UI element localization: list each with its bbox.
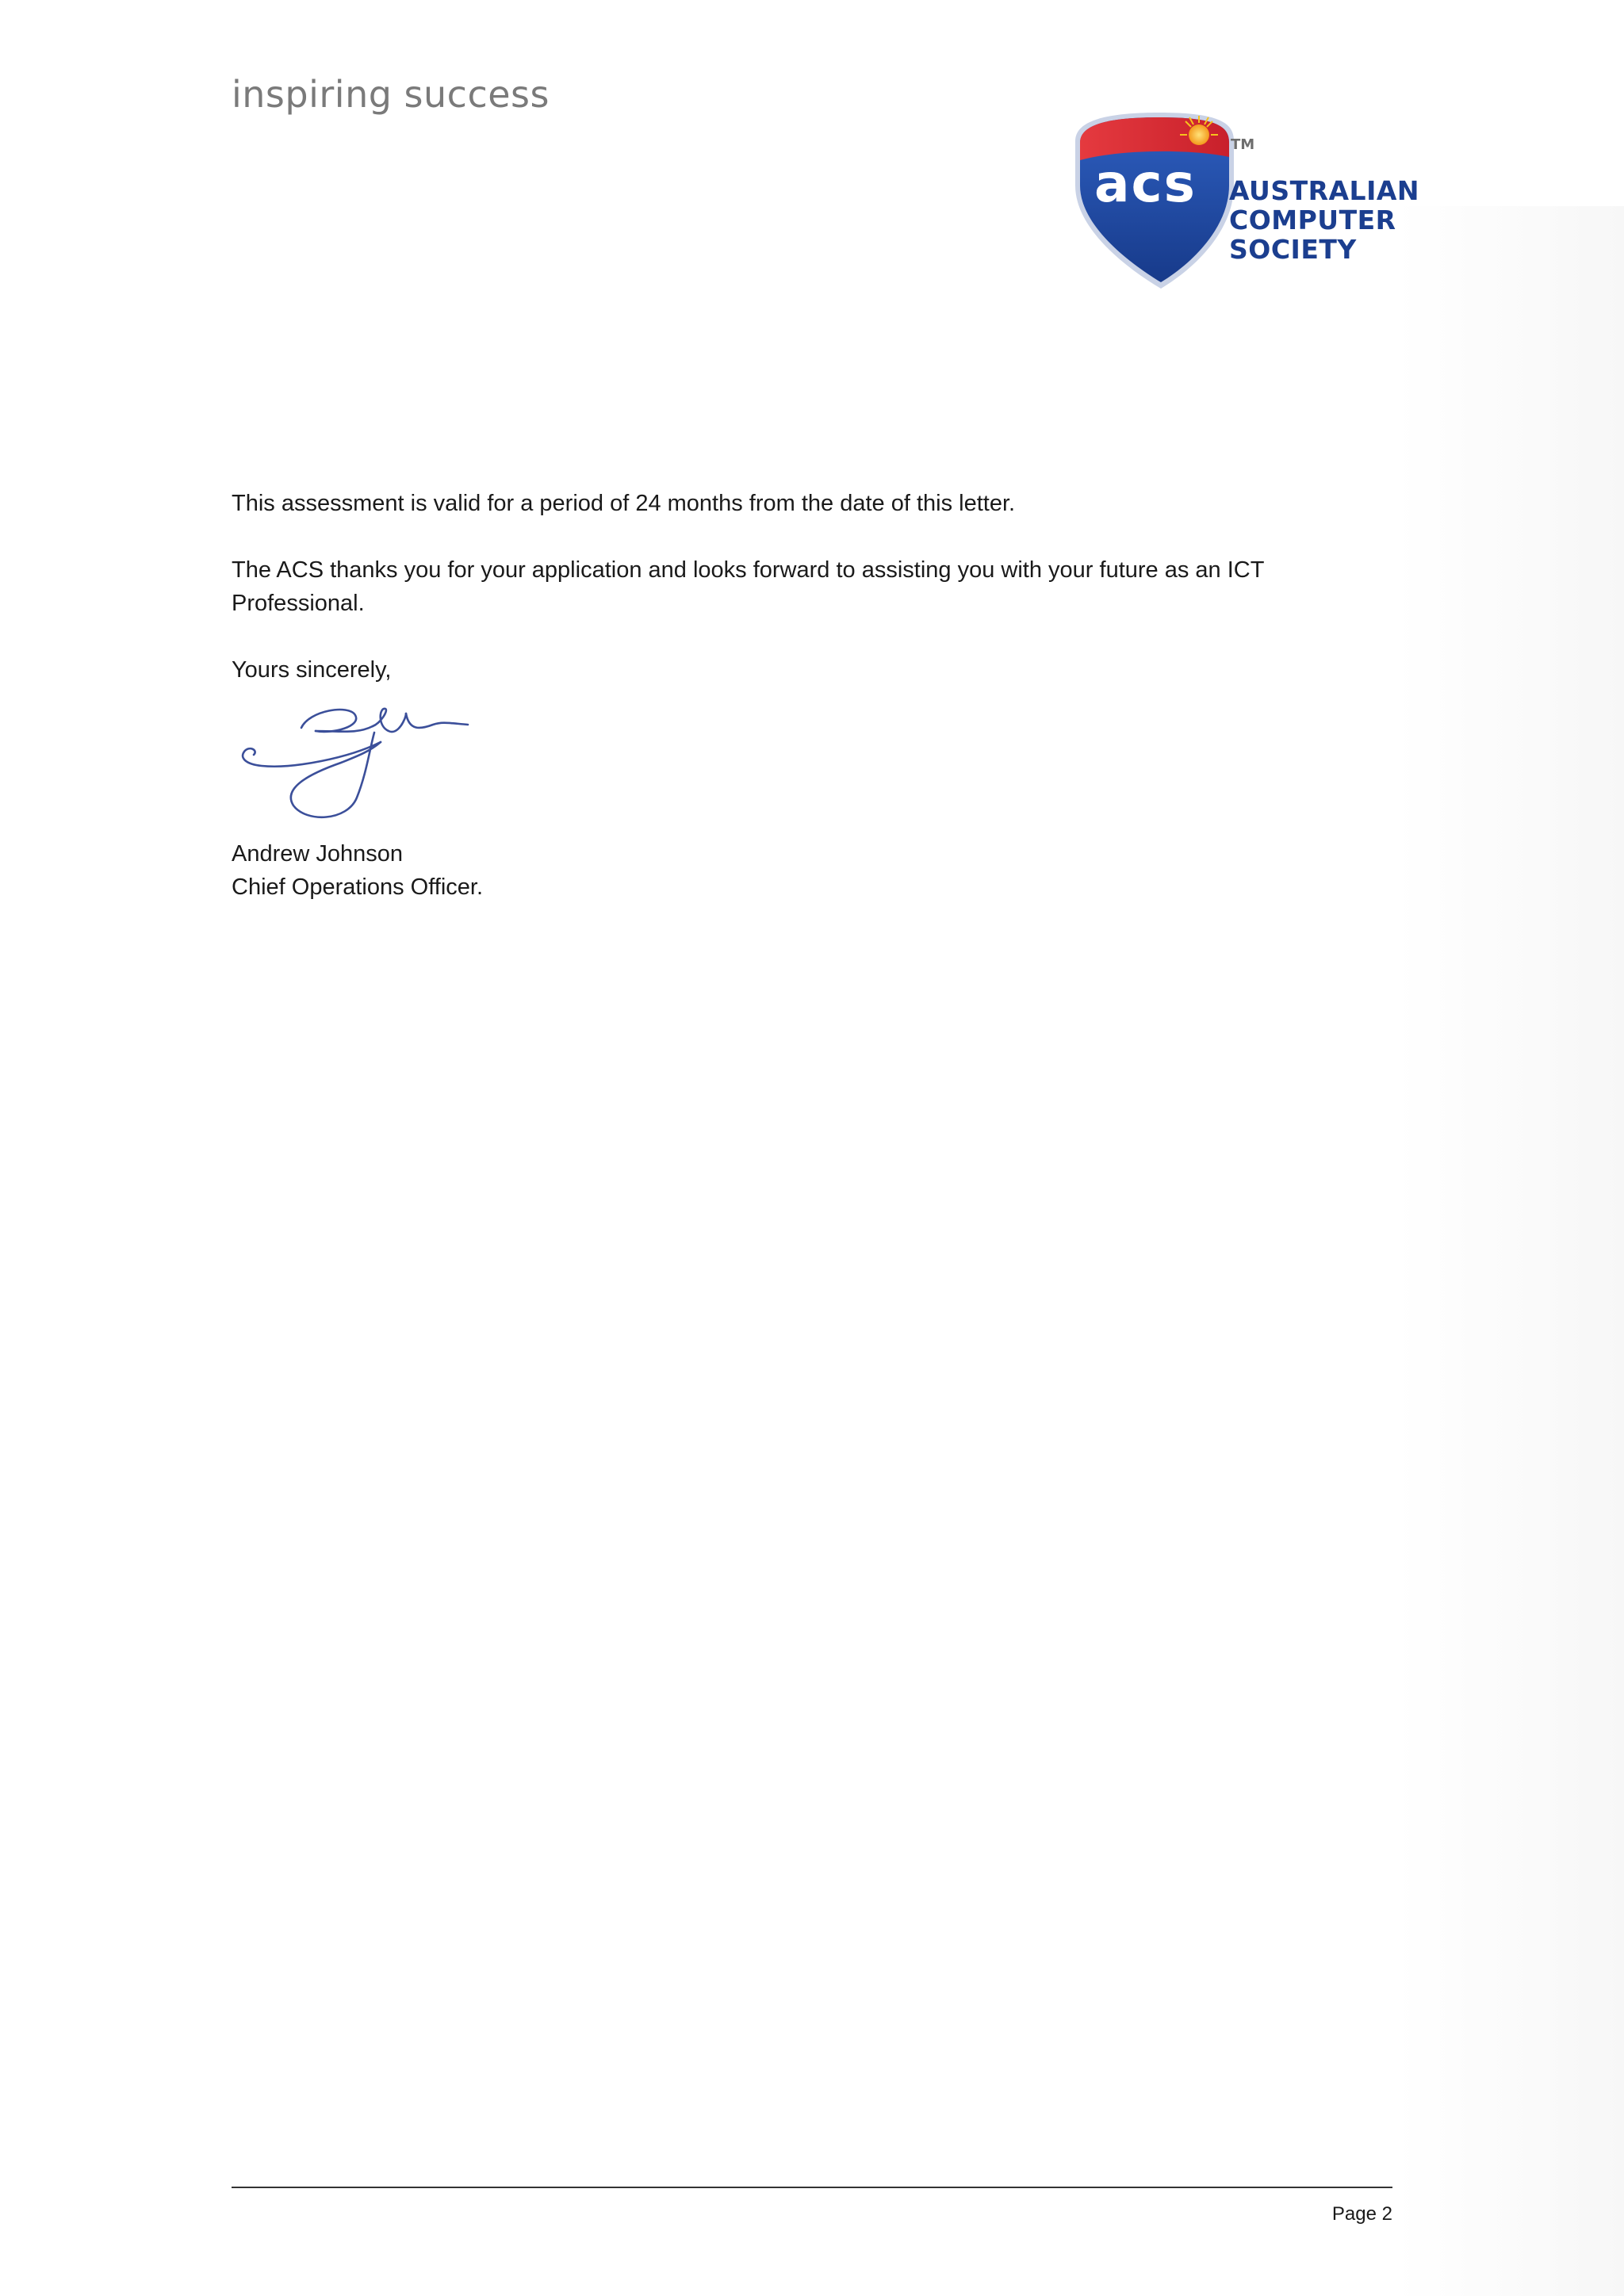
footer-divider	[232, 2187, 1392, 2188]
wordmark-line-1: AUSTRALIAN	[1229, 175, 1420, 206]
header-tagline: inspiring success	[232, 73, 550, 116]
wordmark-line-2: COMPUTER	[1229, 205, 1396, 235]
logo-wordmark	[1229, 176, 1419, 264]
signer-title: Chief Operations Officer.	[232, 874, 484, 900]
paragraph-thanks: The ACS thanks you for your application and looks forward to assisting you with your future as an ICT Professional.	[232, 557, 1264, 616]
paragraph-validity: This assessment is valid for a period of 24 months from the date of this letter.	[232, 491, 1016, 516]
handwritten-signature-icon	[230, 687, 476, 829]
page-number: Page 2	[1331, 2203, 1392, 2225]
signer-name: Andrew Johnson	[232, 841, 404, 867]
page-shading	[1396, 206, 1624, 2296]
wordmark-line-3: SOCIETY	[1229, 234, 1357, 265]
closing-salutation: Yours sincerely,	[232, 657, 392, 683]
acs-mark-text: acs	[1094, 153, 1197, 214]
signer-block	[232, 837, 483, 904]
trademark-symbol: TM	[1231, 136, 1255, 153]
letter-body	[232, 487, 1397, 687]
